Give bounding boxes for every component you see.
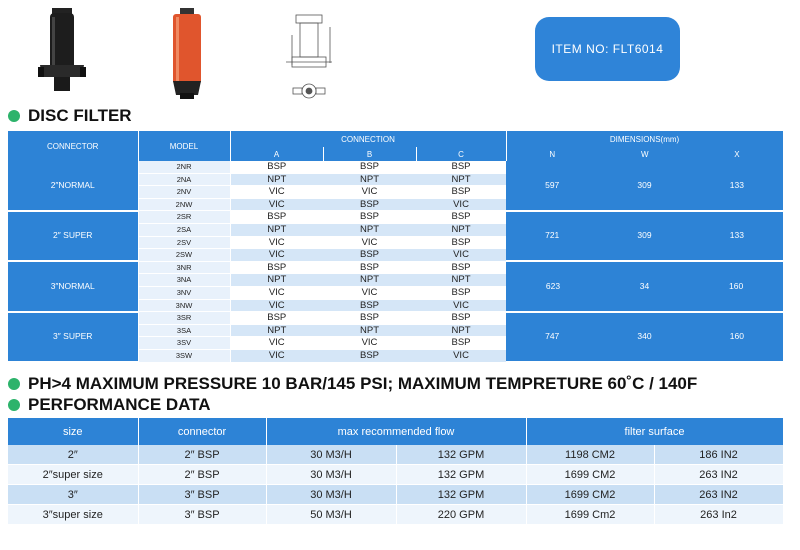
connection-cell: VIC [230, 337, 323, 350]
connection-cell: BSP [416, 261, 506, 274]
connection-cell: BSP [230, 261, 323, 274]
connection-cell: VIC [323, 337, 416, 350]
dim-n-value: 747 [545, 331, 560, 342]
connection-cell: NPT [323, 324, 416, 337]
connection-cell: BSP [230, 211, 323, 224]
dim-x-value: 160 [729, 331, 744, 342]
performance-table-body [8, 445, 783, 525]
model-cell: 3NV [138, 286, 230, 299]
connection-cell: BSP [323, 312, 416, 325]
perf-size-cell: 2″super size [8, 465, 138, 485]
perf-flow-gpm-cell: 132 GPM [396, 445, 526, 465]
dim-n-value: 597 [545, 179, 560, 190]
section-heading-disc-filter [8, 106, 132, 126]
perf-row [8, 505, 783, 525]
perf-flow-m3h-cell: 30 M3/H [266, 465, 396, 485]
header-dim-w: W [640, 149, 649, 159]
perf-header-connector: connector [138, 418, 266, 445]
perf-size-cell: 3″super size [8, 505, 138, 525]
spec-row [8, 312, 783, 325]
spec-row [8, 161, 783, 173]
connection-cell: VIC [416, 349, 506, 362]
connection-cell: BSP [230, 161, 323, 173]
dim-x-value: 160 [728, 280, 744, 291]
model-cell: 3NA [138, 274, 230, 287]
connection-cell: NPT [416, 173, 506, 186]
model-cell: 3NR [138, 261, 230, 274]
connection-cell: BSP [416, 337, 506, 350]
connector-cell: 3″ SUPER [8, 312, 138, 362]
connector-cell: 3″NORMAL [8, 261, 138, 311]
spec-table-body [8, 161, 783, 362]
perf-surface-cm2-cell: 1699 CM2 [526, 465, 654, 485]
dim-x-value: 133 [729, 179, 744, 190]
perf-row [8, 445, 783, 465]
connection-cell: BSP [416, 312, 506, 325]
connection-cell: BSP [416, 286, 506, 299]
header-conn-a: A [230, 147, 323, 161]
model-cell: 2SV [138, 236, 230, 249]
dimensions-cell [506, 161, 783, 211]
spec-row [8, 211, 783, 224]
perf-flow-gpm-cell: 132 GPM [396, 465, 526, 485]
perf-size-cell: 3″ [8, 485, 138, 505]
perf-size-cell: 2″ [8, 445, 138, 465]
black-filter-image [38, 8, 86, 91]
connection-cell: NPT [323, 223, 416, 236]
connection-cell: VIC [230, 286, 323, 299]
dimensions-cell [506, 261, 783, 311]
model-cell: 2NV [138, 186, 230, 199]
dim-n-value: 623 [545, 280, 561, 291]
model-cell: 3SV [138, 337, 230, 350]
perf-connector-cell: 2″ BSP [138, 465, 266, 485]
dimensions-cell [506, 312, 783, 362]
perf-flow-m3h-cell: 50 M3/H [266, 505, 396, 525]
section-title: PERFORMANCE DATA [28, 395, 211, 414]
connection-cell: VIC [323, 286, 416, 299]
connection-cell: NPT [323, 274, 416, 287]
bullet-icon [8, 110, 20, 122]
perf-flow-m3h-cell: 30 M3/H [266, 485, 396, 505]
connection-cell: BSP [323, 249, 416, 262]
connection-cell: VIC [416, 249, 506, 262]
model-cell: 3NW [138, 299, 230, 312]
connection-cell: BSP [323, 211, 416, 224]
perf-connector-cell: 2″ BSP [138, 445, 266, 465]
connection-cell: BSP [323, 161, 416, 173]
connection-cell: BSP [416, 161, 506, 173]
header-connector: CONNECTOR [8, 131, 138, 161]
perf-surface-in2-cell: 186 IN2 [654, 445, 783, 465]
model-cell: 2NW [138, 198, 230, 211]
item-number-badge: ITEM NO: FLT6014 [535, 17, 680, 81]
perf-surface-in2-cell: 263 IN2 [654, 465, 783, 485]
connection-cell: VIC [230, 299, 323, 312]
header-conn-c: C [416, 147, 506, 161]
model-cell: 2NR [138, 161, 230, 173]
product-images [30, 5, 360, 105]
pressure-note-line [8, 374, 697, 394]
connection-cell: BSP [323, 299, 416, 312]
model-cell: 2SR [138, 211, 230, 224]
header-connection: CONNECTION [230, 131, 506, 147]
connection-cell: VIC [230, 249, 323, 262]
perf-surface-cm2-cell: 1198 CM2 [526, 445, 654, 465]
red-filter-image [173, 8, 201, 99]
perf-flow-m3h-cell: 30 M3/H [266, 445, 396, 465]
bullet-icon [8, 378, 20, 390]
dim-x-value: 133 [729, 230, 744, 241]
perf-connector-cell: 3″ BSP [138, 485, 266, 505]
connection-cell: BSP [230, 312, 323, 325]
dim-w-value: 34 [639, 280, 650, 291]
perf-surface-cm2-cell: 1699 CM2 [526, 485, 654, 505]
connection-cell: VIC [323, 236, 416, 249]
perf-surface-in2-cell: 263 IN2 [654, 485, 783, 505]
dim-w-value: 309 [637, 230, 652, 241]
dim-w-value: 309 [637, 179, 652, 190]
header-dim-x: X [734, 149, 740, 159]
dim-w-value: 340 [637, 331, 652, 342]
perf-row [8, 465, 783, 485]
connection-cell: BSP [416, 186, 506, 199]
connection-cell: BSP [323, 198, 416, 211]
section-heading-performance [8, 395, 211, 415]
spec-row [8, 261, 783, 274]
connector-cell: 2″ SUPER [8, 211, 138, 261]
connection-cell: NPT [416, 324, 506, 337]
section-title: DISC FILTER [28, 106, 132, 125]
perf-header-size: size [8, 418, 138, 445]
header-model: MODEL [138, 131, 230, 161]
connection-cell: NPT [230, 324, 323, 337]
connection-cell: BSP [416, 211, 506, 224]
header-dimensions: DIMENSIONS(mm) [506, 131, 783, 147]
spec-table [8, 131, 784, 363]
perf-header-flow: max recommended flow [266, 418, 526, 445]
technical-drawing [286, 15, 332, 98]
connection-cell: NPT [230, 173, 323, 186]
connection-cell: BSP [323, 261, 416, 274]
header-dim-subcols [506, 147, 783, 161]
header-conn-b: B [323, 147, 416, 161]
model-cell: 2SW [138, 249, 230, 262]
connection-cell: VIC [230, 198, 323, 211]
bullet-icon [8, 399, 20, 411]
connection-cell: VIC [323, 186, 416, 199]
connection-cell: NPT [323, 173, 416, 186]
pressure-note: PH>4 MAXIMUM PRESSURE 10 BAR/145 PSI; MAXIMUM TEMPRETURE 60˚C / 140F [28, 374, 698, 393]
perf-header-surface: filter surface [526, 418, 783, 445]
connection-cell: BSP [416, 236, 506, 249]
perf-row [8, 485, 783, 505]
connection-cell: NPT [416, 274, 506, 287]
model-cell: 3SA [138, 324, 230, 337]
connection-cell: VIC [416, 299, 506, 312]
dimensions-cell [506, 211, 783, 261]
perf-connector-cell: 3″ BSP [138, 505, 266, 525]
connection-cell: VIC [230, 349, 323, 362]
connector-cell: 2″NORMAL [8, 161, 138, 211]
model-cell: 3SR [138, 312, 230, 325]
connection-cell: NPT [230, 274, 323, 287]
model-cell: 3SW [138, 349, 230, 362]
perf-surface-in2-cell: 263 In2 [654, 505, 783, 525]
connection-cell: BSP [323, 349, 416, 362]
perf-flow-gpm-cell: 132 GPM [396, 485, 526, 505]
connection-cell: NPT [230, 223, 323, 236]
header-dim-n: N [549, 149, 556, 159]
connection-cell: NPT [416, 223, 506, 236]
dim-n-value: 721 [545, 230, 560, 241]
connection-cell: VIC [230, 186, 323, 199]
model-cell: 2SA [138, 223, 230, 236]
perf-surface-cm2-cell: 1699 Cm2 [526, 505, 654, 525]
connection-cell: VIC [416, 198, 506, 211]
model-cell: 2NA [138, 173, 230, 186]
performance-table [8, 418, 784, 525]
connection-cell: VIC [230, 236, 323, 249]
perf-flow-gpm-cell: 220 GPM [396, 505, 526, 525]
